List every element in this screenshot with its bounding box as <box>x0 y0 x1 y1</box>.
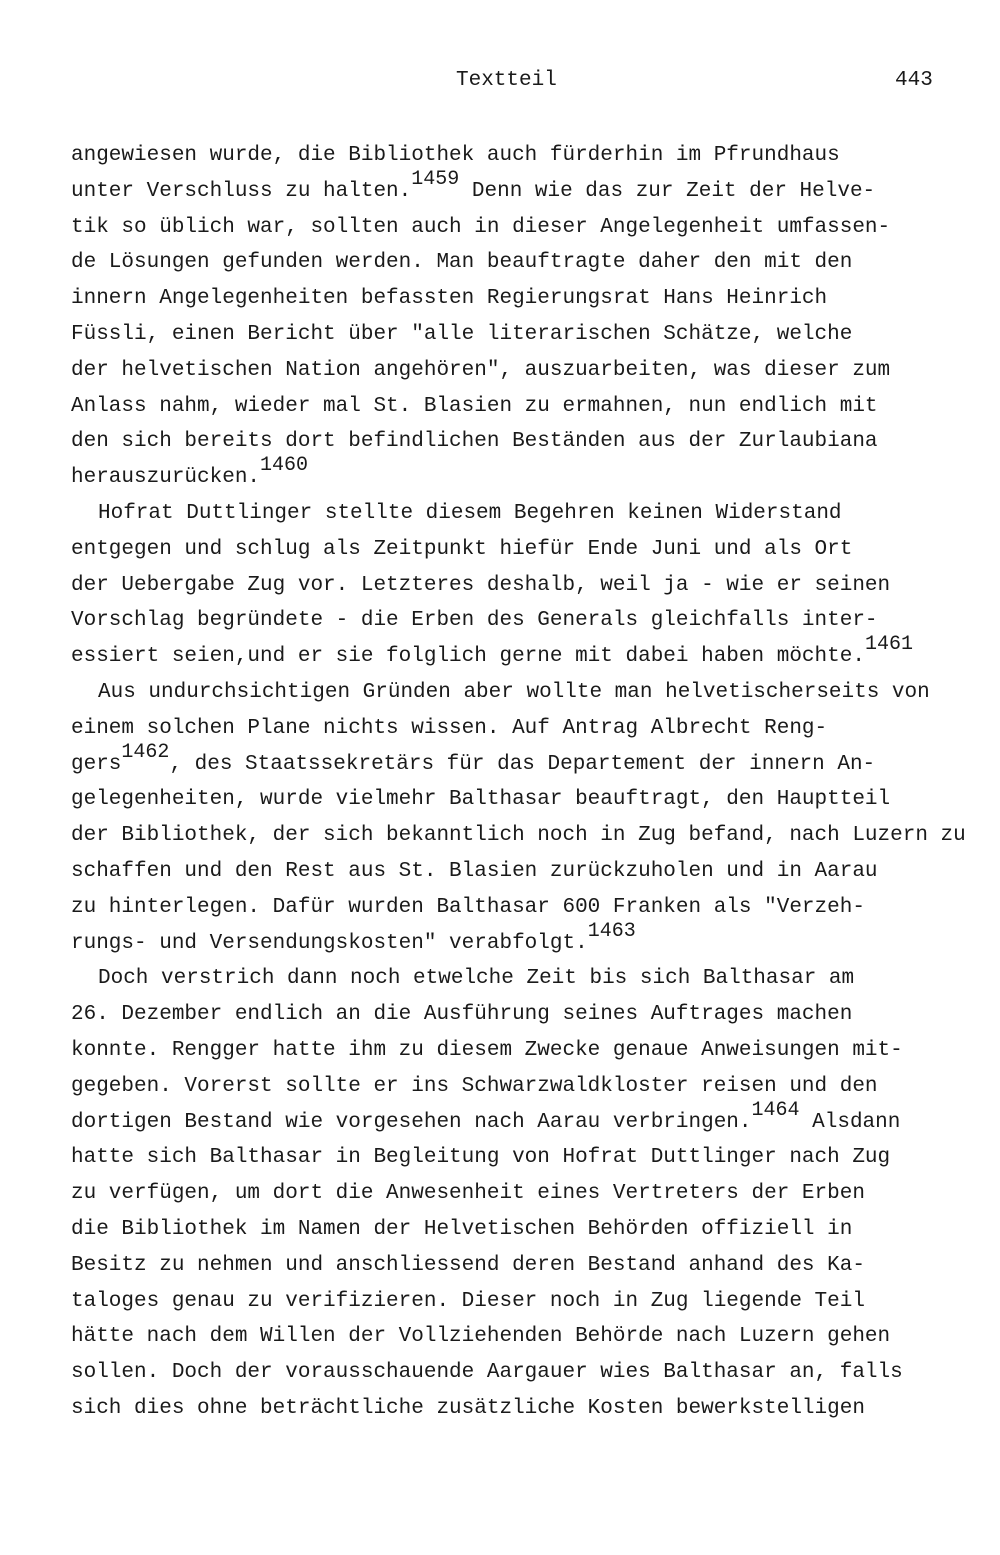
line-text: der Bibliothek, der sich bekanntlich noch in Zug befand, nach Luzern zu <box>71 824 966 848</box>
line-text: de Lösungen gefunden werden. Man beauftragte daher den mit den <box>71 251 853 275</box>
footnote-reference: 1464 <box>751 1098 800 1122</box>
text-line <box>71 1355 971 1391</box>
line-text: gegeben. Vorerst sollte er ins Schwarzwaldkloster reisen und den <box>71 1074 878 1098</box>
text-line <box>71 1098 971 1141</box>
line-text: angewiesen wurde, die Bibliothek auch fürderhin im Pfrundhaus <box>71 144 840 167</box>
line-text: 26. Dezember endlich an die Ausführung seines Auftrages machen <box>71 1003 853 1027</box>
line-text-continued: , des Staatssekretärs für das Departement der innern An- <box>169 752 876 776</box>
line-text: der helvetischen Nation angehören", auszuarbeiten, was dieser zum <box>71 358 891 382</box>
line-text: konnte. Rengger hatte ihm zu diesem Zwecke genaue Anweisungen mit- <box>71 1038 903 1062</box>
text-line <box>71 818 971 854</box>
line-text: Füssli, einen Bericht über "alle literarischen Schätze, welche <box>71 322 853 346</box>
text-line <box>71 210 971 246</box>
footnote-reference: 1462 <box>121 740 170 764</box>
text-line <box>71 568 971 604</box>
line-text: schaffen und den Rest aus St. Blasien zurückzuholen und in Aarau <box>71 859 878 883</box>
line-text: sollen. Doch der vorausschauende Aargauer wies Balthasar an, falls <box>71 1361 903 1385</box>
paragraph-first-line <box>71 961 971 997</box>
text-line <box>71 317 971 353</box>
page-number: 443 <box>895 69 933 92</box>
text-line <box>71 454 971 496</box>
line-text: die Bibliothek im Namen der Helvetischen Behörden offiziell in <box>71 1217 853 1241</box>
text-line <box>71 919 971 962</box>
line-text: Hofrat Duttlinger stellte diesem Begehren keinen Widerstand <box>98 501 842 525</box>
text-line <box>71 997 971 1033</box>
line-text: sich dies ohne beträchtliche zusätzliche Kosten bewerkstelligen <box>71 1396 865 1420</box>
line-text: essiert seien,und er sie folglich gerne mit dabei haben möchte. <box>71 645 865 669</box>
line-text: gelegenheiten, wurde vielmehr Balthasar beauftragt, den Hauptteil <box>71 788 891 812</box>
line-text: herauszurücken. <box>71 466 261 490</box>
line-text: Anlass nahm, wieder mal St. Blasien zu ermahnen, nun endlich mit <box>71 394 878 418</box>
running-header <box>0 66 1000 96</box>
text-line <box>71 1391 971 1427</box>
text-line <box>71 782 971 818</box>
text-line <box>71 603 971 639</box>
text-line <box>71 1069 971 1105</box>
line-text: zu hinterlegen. Dafür wurden Balthasar 600 Franken als "Verzeh- <box>71 895 865 919</box>
line-text: der Uebergabe Zug vor. Letzteres deshalb, weil ja - wie er seinen <box>71 573 891 597</box>
text-line <box>71 1248 971 1284</box>
footnote-reference: 1463 <box>587 919 636 943</box>
line-text: taloges genau zu verifizieren. Dieser noch in Zug liegende Teil <box>71 1289 865 1313</box>
line-text: zu verfügen, um dort die Anwesenheit eines Vertreters der Erben <box>71 1182 865 1206</box>
line-text: Vorschlag begründete - die Erben des Generals gleichfalls inter- <box>71 609 878 633</box>
text-line <box>71 1140 971 1176</box>
text-line <box>71 245 971 281</box>
footnote-reference: 1460 <box>260 454 309 478</box>
line-text: Aus undurchsichtigen Gründen aber wollte man helvetischerseits von <box>98 680 930 704</box>
line-text: einem solchen Plane nichts wissen. Auf Antrag Albrecht Reng- <box>71 716 828 740</box>
line-text-continued: Denn wie das zur Zeit der Helve- <box>459 179 876 203</box>
line-text: gers <box>71 752 122 776</box>
paragraph-first-line <box>71 496 971 532</box>
text-line <box>71 353 971 389</box>
line-text: hatte sich Balthasar in Begleitung von Hofrat Duttlinger nach Zug <box>71 1146 891 1170</box>
text-line <box>71 167 971 210</box>
line-text: Doch verstrich dann noch etwelche Zeit bis sich Balthasar am <box>98 967 855 991</box>
footnote-reference: 1459 <box>411 167 460 191</box>
text-line <box>71 854 971 890</box>
text-line <box>71 740 971 783</box>
text-line <box>71 711 971 747</box>
line-text: dortigen Bestand wie vorgesehen nach Aarau verbringen. <box>71 1110 752 1134</box>
body-text <box>71 138 971 1427</box>
line-text: hätte nach dem Willen der Vollziehenden Behörde nach Luzern gehen <box>71 1325 891 1349</box>
text-line <box>71 633 971 675</box>
text-line <box>71 1319 971 1355</box>
line-text: rungs- und Versendungskosten" verabfolgt. <box>71 931 588 955</box>
text-line <box>71 389 971 425</box>
text-line <box>71 1212 971 1248</box>
line-text: innern Angelegenheiten befassten Regierungsrat Hans Heinrich <box>71 287 828 311</box>
line-text: entgegen und schlug als Zeitpunkt hiefür Ende Juni und als Ort <box>71 537 853 561</box>
line-text: den sich bereits dort befindlichen Beständen aus der Zurlaubiana <box>71 430 878 454</box>
text-line <box>71 281 971 317</box>
line-text: Besitz zu nehmen und anschliessend deren Bestand anhand des Ka- <box>71 1253 865 1277</box>
paragraph-first-line <box>71 675 971 711</box>
footnote-reference: 1461 <box>864 633 913 657</box>
text-line <box>71 1176 971 1212</box>
line-text: tik so üblich war, sollten auch in dieser Angelegenheit umfassen- <box>71 215 891 239</box>
text-line <box>71 424 971 460</box>
text-line <box>71 532 971 568</box>
text-line <box>71 1284 971 1320</box>
line-text-continued: Alsdann <box>799 1110 901 1134</box>
text-line <box>71 1033 971 1069</box>
line-text: unter Verschluss zu halten. <box>71 179 412 203</box>
running-title: Textteil <box>456 69 557 92</box>
text-line <box>71 138 971 174</box>
text-line <box>71 890 971 926</box>
